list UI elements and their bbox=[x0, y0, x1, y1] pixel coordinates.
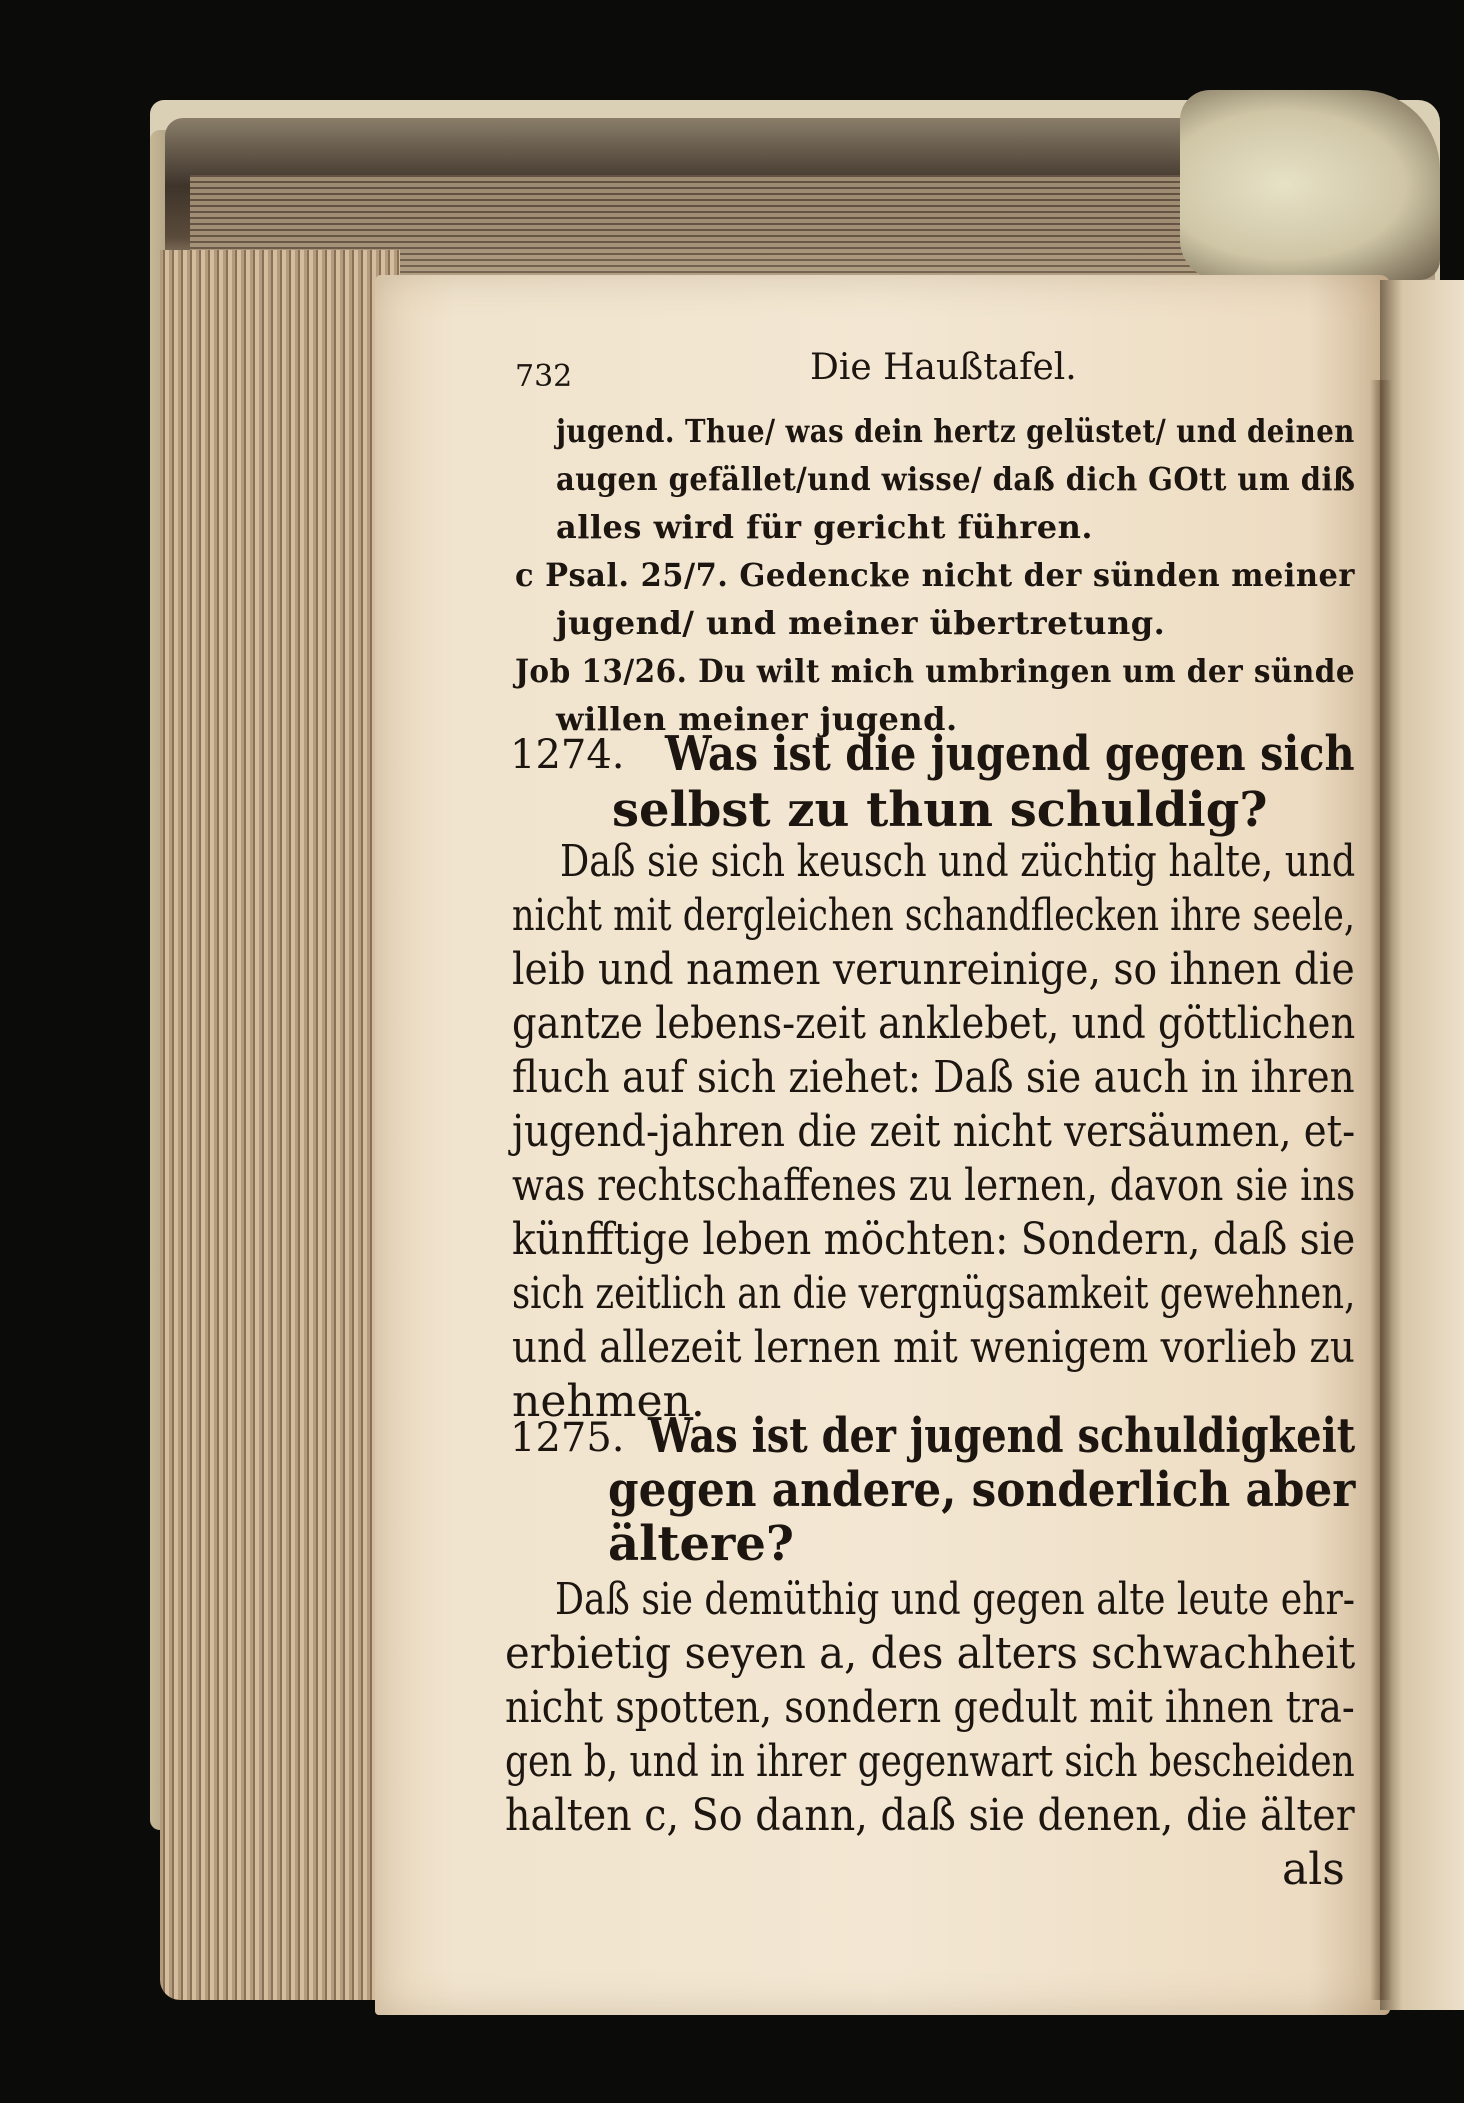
answer-line: leib und namen verunreinige, so ihnen die bbox=[512, 944, 1355, 995]
passage-line: jugend. Thue/ was dein hertz gelüstet/ und deinen bbox=[556, 412, 1355, 450]
answer-line: nicht spotten, sondern gedult mit ihnen tra- bbox=[505, 1682, 1355, 1733]
passage-line: augen gefället/und wisse/ daß dich GOtt um diß bbox=[556, 460, 1356, 498]
answer-line: gen b, und in ihrer gegenwart sich bescheiden bbox=[505, 1736, 1355, 1787]
answer-line: nehmen. bbox=[512, 1376, 705, 1427]
catchword: als bbox=[1282, 1844, 1345, 1895]
passage-line: alles wird für gericht führen. bbox=[556, 508, 1094, 546]
reference-line: c Psal. 25/7. Gedencke nicht der sünden meiner bbox=[515, 556, 1355, 594]
answer-line: fluch auf sich ziehet: Daß sie auch in ihren bbox=[512, 1052, 1355, 1103]
question-heading: Was ist die jugend gegen sich bbox=[665, 726, 1355, 782]
answer-line: sich zeitlich an die vergnügsamkeit gewehnen, bbox=[512, 1268, 1356, 1319]
answer-line: was rechtschaffenes zu lernen, davon sie ins bbox=[512, 1160, 1356, 1211]
answer-line: erbietig seyen a, des alters schwachheit bbox=[505, 1628, 1356, 1679]
question-number: 1275. bbox=[510, 1415, 625, 1461]
answer-line: künfftige leben möchten: Sondern, daß sie bbox=[512, 1214, 1356, 1265]
question-heading: gegen andere, sonderlich aber bbox=[608, 1462, 1356, 1518]
reference-line: willen meiner jugend. bbox=[556, 700, 958, 738]
answer-line: und allezeit lernen mit wenigem vorlieb zu bbox=[512, 1322, 1355, 1373]
answer-line: Daß sie sich keusch und züchtig halte, und bbox=[560, 836, 1356, 887]
answer-line: Daß sie demüthig und gegen alte leute ehr- bbox=[555, 1574, 1356, 1625]
page-number: 732 bbox=[515, 359, 573, 394]
question-heading: selbst zu thun schuldig? bbox=[612, 782, 1268, 838]
question-number: 1274. bbox=[510, 732, 625, 778]
answer-line: gantze lebens-zeit anklebet, und göttlichen bbox=[512, 998, 1356, 1049]
reference-line: jugend/ und meiner übertretung. bbox=[556, 604, 1166, 642]
question-heading: Was ist der jugend schuldigkeit bbox=[648, 1408, 1356, 1464]
question-heading: ältere? bbox=[608, 1516, 794, 1572]
answer-line: jugend-jahren die zeit nicht versäumen, et- bbox=[512, 1106, 1356, 1157]
reference-line: Job 13/26. Du wilt mich umbringen um der sünde bbox=[515, 652, 1356, 690]
answer-line: halten c, So dann, daß sie denen, die älter bbox=[505, 1790, 1355, 1841]
running-head: Die Haußtafel. bbox=[810, 347, 1077, 388]
answer-line: nicht mit dergleichen schandflecken ihre seele, bbox=[512, 890, 1355, 941]
